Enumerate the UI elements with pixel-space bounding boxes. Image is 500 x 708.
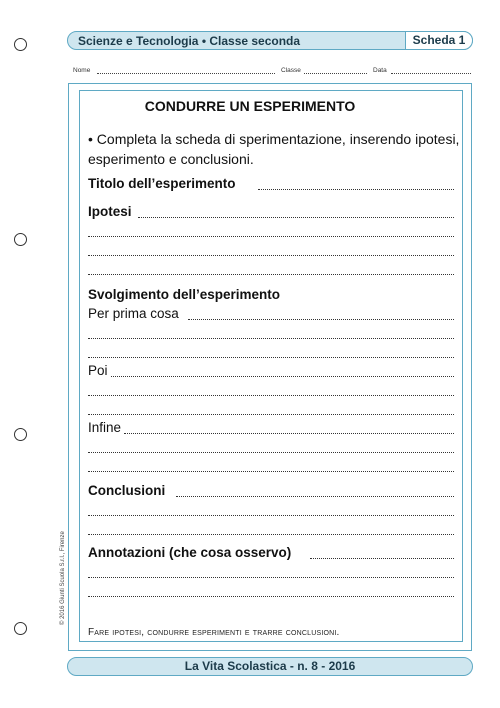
finally-step-field-2[interactable] bbox=[88, 452, 454, 453]
first-step-label: Per prima cosa bbox=[88, 306, 182, 321]
conclusions-field-2[interactable] bbox=[88, 515, 454, 516]
then-step-field-1[interactable] bbox=[106, 376, 454, 377]
conclusions-field-1[interactable] bbox=[176, 496, 454, 497]
finally-step-label: Infine bbox=[88, 420, 124, 435]
hypothesis-field-4[interactable] bbox=[88, 274, 454, 275]
finally-step-field-3[interactable] bbox=[88, 471, 454, 472]
then-step-label: Poi bbox=[88, 363, 111, 378]
instruction-text: • Completa la scheda di sperimentazione, inserendo ipotesi, esperimento e conclusioni. bbox=[88, 131, 460, 167]
then-step-field-3[interactable] bbox=[88, 414, 454, 415]
hypothesis-field-2[interactable] bbox=[88, 236, 454, 237]
hypothesis-field-3[interactable] bbox=[88, 255, 454, 256]
experiment-title-label: Titolo dell’esperimento bbox=[88, 176, 239, 191]
date-label: Data bbox=[373, 67, 387, 74]
class-label: Classe bbox=[281, 67, 301, 74]
header-bar bbox=[67, 31, 473, 50]
binder-hole-bottom bbox=[14, 622, 27, 635]
hypothesis-label: Ipotesi bbox=[88, 204, 135, 219]
hypothesis-field-1[interactable] bbox=[138, 217, 454, 218]
notes-field-3[interactable] bbox=[88, 596, 454, 597]
first-step-field-1[interactable] bbox=[188, 319, 454, 320]
notes-field-1[interactable] bbox=[310, 558, 454, 559]
experiment-title-field[interactable] bbox=[258, 189, 454, 190]
subject-label: Scienze e Tecnologia • Classe seconda bbox=[78, 34, 301, 48]
sheet-number-tab: Scheda 1 bbox=[405, 31, 473, 50]
then-step-field-2[interactable] bbox=[88, 395, 454, 396]
copyright-text: © 2016 Giunti Scuola S.r.l., Firenze bbox=[60, 531, 66, 625]
procedure-heading: Svolgimento dell’esperimento bbox=[88, 287, 283, 302]
binder-hole-upper-middle bbox=[14, 233, 27, 246]
date-field[interactable] bbox=[391, 73, 471, 74]
notes-field-2[interactable] bbox=[88, 577, 454, 578]
binder-hole-top bbox=[14, 38, 27, 51]
conclusions-label: Conclusioni bbox=[88, 483, 168, 498]
first-step-field-2[interactable] bbox=[88, 338, 454, 339]
name-label: Nome bbox=[73, 67, 91, 74]
notes-label: Annotazioni (che cosa osservo) bbox=[88, 545, 294, 560]
binder-hole-lower-middle bbox=[14, 428, 27, 441]
conclusions-field-3[interactable] bbox=[88, 534, 454, 535]
class-field[interactable] bbox=[304, 73, 367, 74]
worksheet-title: CONDURRE UN ESPERIMENTO bbox=[144, 98, 356, 114]
name-field[interactable] bbox=[97, 73, 275, 74]
finally-step-field-1[interactable] bbox=[124, 433, 454, 434]
publication-footer: La Vita Scolastica - n. 8 - 2016 bbox=[67, 657, 473, 676]
first-step-field-3[interactable] bbox=[88, 357, 454, 358]
student-info-row bbox=[73, 67, 473, 77]
learning-goal-note: Fare ipotesi, condurre esperimenti e trarre conclusioni. bbox=[88, 627, 340, 638]
